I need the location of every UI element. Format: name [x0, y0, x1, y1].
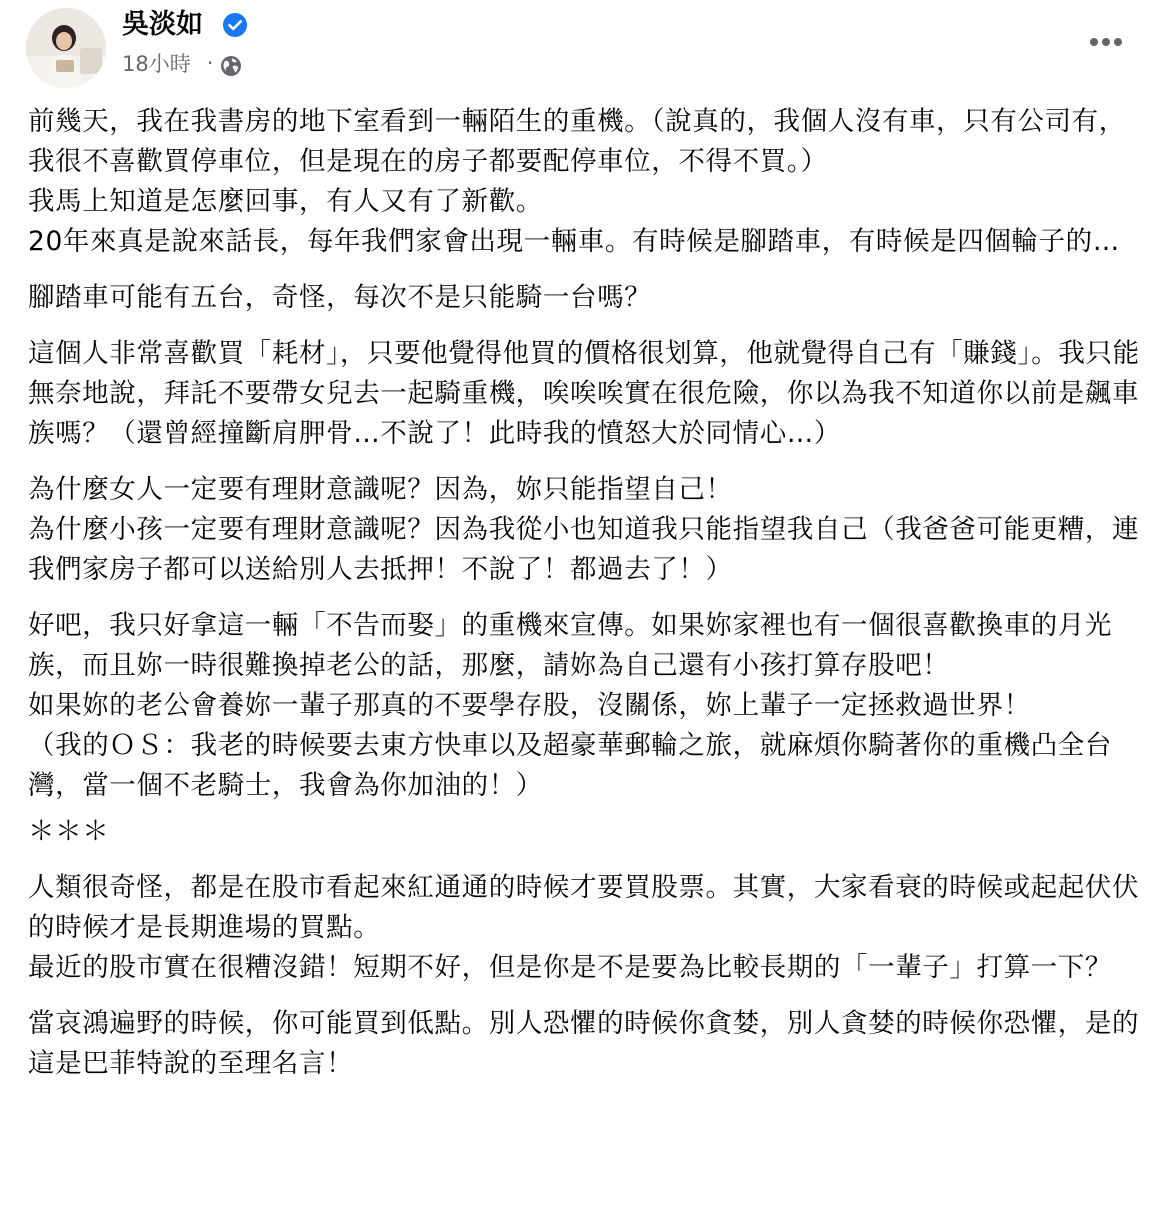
section-divider: ＊＊＊ [28, 816, 110, 847]
avatar-photo-icon [26, 8, 106, 88]
meta-separator: · [206, 51, 214, 75]
post-paragraph: 當哀鴻遍野的時候，你可能買到低點。別人恐懼的時候你貪婪，別人貪婪的時候你恐懼，是的這是巴菲特說的至理名言！ [28, 1008, 1140, 1079]
post-meta [122, 48, 243, 78]
author-name[interactable]: 吳淡如 [122, 9, 203, 40]
post-body [28, 102, 1148, 1100]
post-paragraph: 好吧，我只好拿這一輛「不告而娶」的重機來宣傳。如果妳家裡也有一個很喜歡換車的月光族，而且妳一時很難換掉老公的話，那麼，請妳為自己還有小孩打算存股吧！ 如果妳的老公會養妳一輩子那真的不要學存股，沒關係，妳上輩子一定拯救過世界！ （我的ＯＳ：我老的時候要去東方快車以及超豪華郵輪之旅，就麻煩你騎著你的重機凸全台灣，當一個不老騎士，我會為你加油的！） [28, 610, 1112, 801]
author-avatar[interactable] [26, 8, 106, 88]
more-options-button[interactable] [1084, 24, 1128, 60]
post-paragraph: 腳踏車可能有五台，奇怪，每次不是只能騎一台嗎？ [28, 282, 652, 313]
globe-icon[interactable] [219, 54, 243, 78]
post-timestamp[interactable]: 18小時 [122, 52, 191, 76]
post-paragraph: 為什麼女人一定要有理財意識呢？因為，妳只能指望自己！ 為什麼小孩一定要有理財意識呢？因為我從小也知道我只能指望我自己（我爸爸可能更糟，連我們家房子都可以送給別人去抵押！不說了！都過去了！） [28, 474, 1140, 585]
post-header [0, 0, 1164, 90]
post-paragraph: 前幾天，我在我書房的地下室看到一輛陌生的重機。（說真的，我個人沒有車，只有公司有，我很不喜歡買停車位，但是現在的房子都要配停車位，不得不買。） 我馬上知道是怎麼回事，有人又有了新歡。 20年來真是說來話長，每年我們家會出現一輛車。有時候是腳踏車，有時候是四個輪子的… [28, 106, 1126, 257]
verified-badge-icon [222, 12, 248, 38]
post-paragraph: 這個人非常喜歡買「耗材」，只要他覺得他買的價格很划算，他就覺得自己有「賺錢」。我只能無奈地說，拜託不要帶女兒去一起騎重機，唉唉唉實在很危險，你以為我不知道你以前是飆車族嗎？（還曾經撞斷肩胛骨…不說了！此時我的憤怒大於同情心…） [28, 338, 1140, 449]
more-options-icon [1089, 37, 1123, 47]
post-paragraph: 人類很奇怪，都是在股市看起來紅通通的時候才要買股票。其實，大家看衰的時候或起起伏伏的時候才是長期進場的買點。 最近的股市實在很糟沒錯！短期不好，但是你是不是要為比較長期的「一輩子」打算一下？ [28, 872, 1140, 983]
